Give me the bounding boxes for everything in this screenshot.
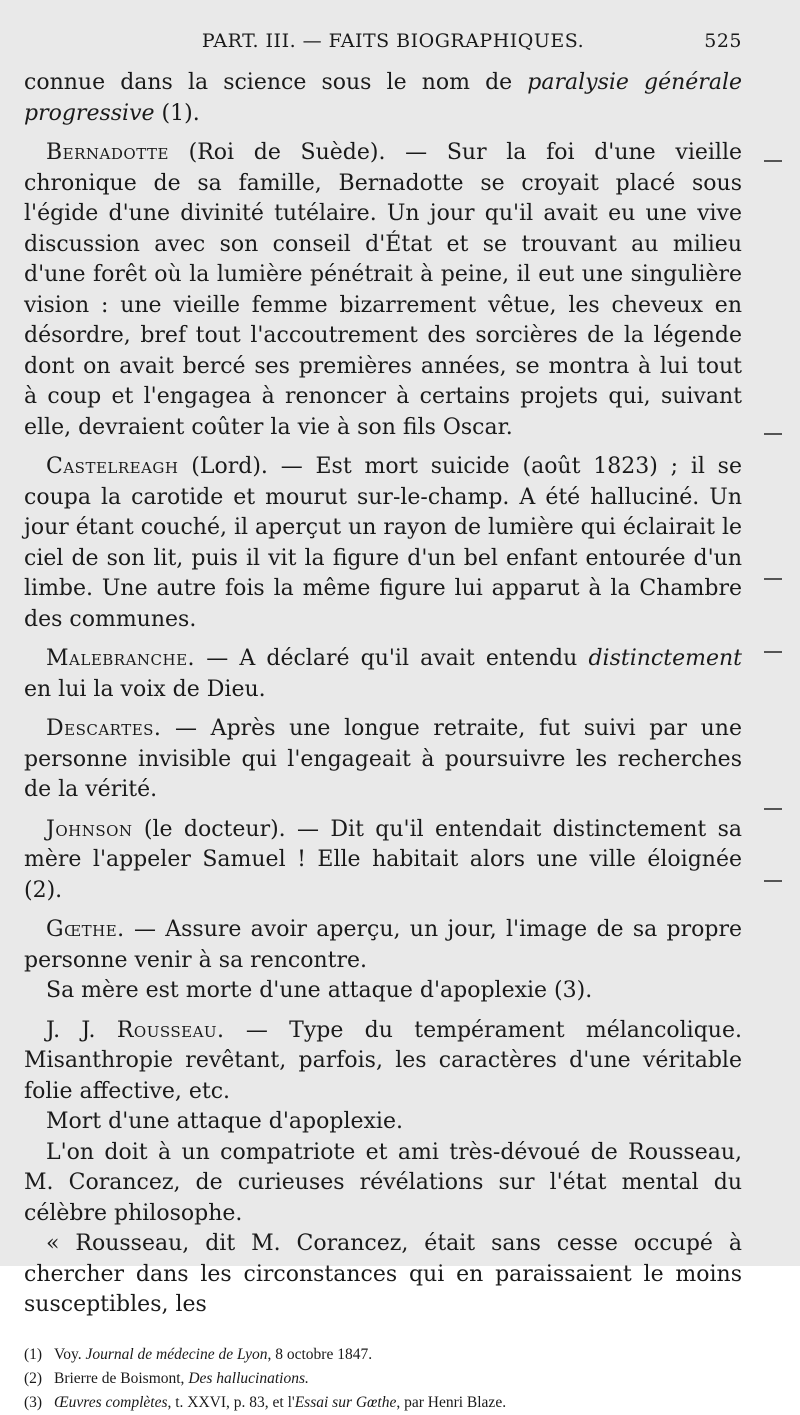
paragraph: Mort d'une attaque d'apoplexie. (46, 1109, 403, 1134)
entry-name: Castelreagh (46, 454, 179, 479)
margin-mark (764, 880, 782, 882)
margin-mark (764, 160, 782, 162)
footnotes (24, 1343, 742, 1415)
margin-mark (764, 433, 782, 435)
running-title: PART. III. — FAITS BIOGRAPHIQUES. (201, 30, 585, 52)
footnote: (1) Voy. Journal de médecine de Lyon, 8 octobre 1847. (24, 1345, 373, 1363)
running-header (24, 30, 742, 60)
entry-name: Rousseau. (116, 1017, 225, 1043)
entry-rousseau: J. J. Rousseau. — Type du tempérament mélancolique. Misanthropie revêtant, parfois, les caractères d'une véritable folie affective, etc. (24, 1017, 742, 1104)
entry-name: Malebranche. (46, 646, 196, 671)
entry-name: Bernadotte (46, 140, 169, 165)
entry-name: Johnson (46, 816, 133, 842)
entry-goethe: Gœthe. — Assure avoir aperçu, un jour, l'image de sa propre personne venir à sa rencontre. (24, 917, 742, 973)
footnote: (2) Brierre de Boismont, Des hallucinations. (24, 1369, 309, 1387)
entry-bernadotte: Bernadotte (Roi de Suède). — Sur la foi d'une vieille chronique de sa famille, Bernadotte se croyait placé sous l'égide d'une divinité tutélaire. Un jour qu'il avait eu une vive discussion avec son conseil d'État et se trouvant au milieu d'une forêt où la lumière pénétrait à peine, il eut une singulière vision : une vieille femme bizarrement vêtue, les cheveux en désordre, bref tout l'accoutrement des sorcières de la légende dont on avait bercé ses premières années, se montra à lui tout à coup et l'engagea à renoncer à certains projets qui, suivant elle, devraient coûter la vie à son fils Oscar. (24, 140, 742, 440)
page-body (24, 68, 742, 1321)
entry-malebranche: Malebranche. — A déclaré qu'il avait entendu distinctement en lui la voix de Dieu. (24, 646, 742, 702)
footnote: (3) Œuvres complètes, t. XXVI, p. 83, et l'Essai sur Gœthe, par Henri Blaze. (24, 1393, 507, 1411)
paragraph: Sa mère est morte d'une attaque d'apoplexie (3). (46, 978, 593, 1003)
entry-name: Gœthe. (46, 917, 125, 942)
margin-mark (764, 651, 782, 653)
page-number: 525 (704, 30, 742, 52)
entry-johnson: Johnson (le docteur). — Dit qu'il entendait distinctement sa mère l'appeler Samuel ! Elle habitait alors une ville éloignée (2). (24, 816, 742, 903)
entry-castelreagh: Castelreagh (Lord). — Est mort suicide (août 1823) ; il se coupa la carotide et mourut sur-le-champ. A été halluciné. Un jour étant couché, il aperçut un rayon de lumière qui éclairait le ciel de son lit, puis il vit la figure d'un bel enfant entourée d'un limbe. Une autre fois la même figure lui apparut à la Chambre des communes. (24, 454, 742, 632)
paragraph: connue dans la science sous le nom de paralysie générale progressive (1). (24, 70, 742, 126)
entry-descartes: Descartes. — Après une longue retraite, fut suivi par une personne invisible qui l'engageait à poursuivre les recherches de la vérité. (24, 716, 742, 802)
paragraph: L'on doit à un compatriote et ami très-dévoué de Rousseau, M. Corancez, de curieuses révélations sur l'état mental du célèbre philosophe. (24, 1139, 742, 1226)
paragraph: « Rousseau, dit M. Corancez, était sans cesse occupé à chercher dans les circonstances qui en paraissaient le moins susceptibles, les (24, 1231, 742, 1317)
margin-mark (764, 808, 782, 810)
entry-name: Descartes. (46, 716, 162, 741)
margin-mark (764, 578, 782, 580)
